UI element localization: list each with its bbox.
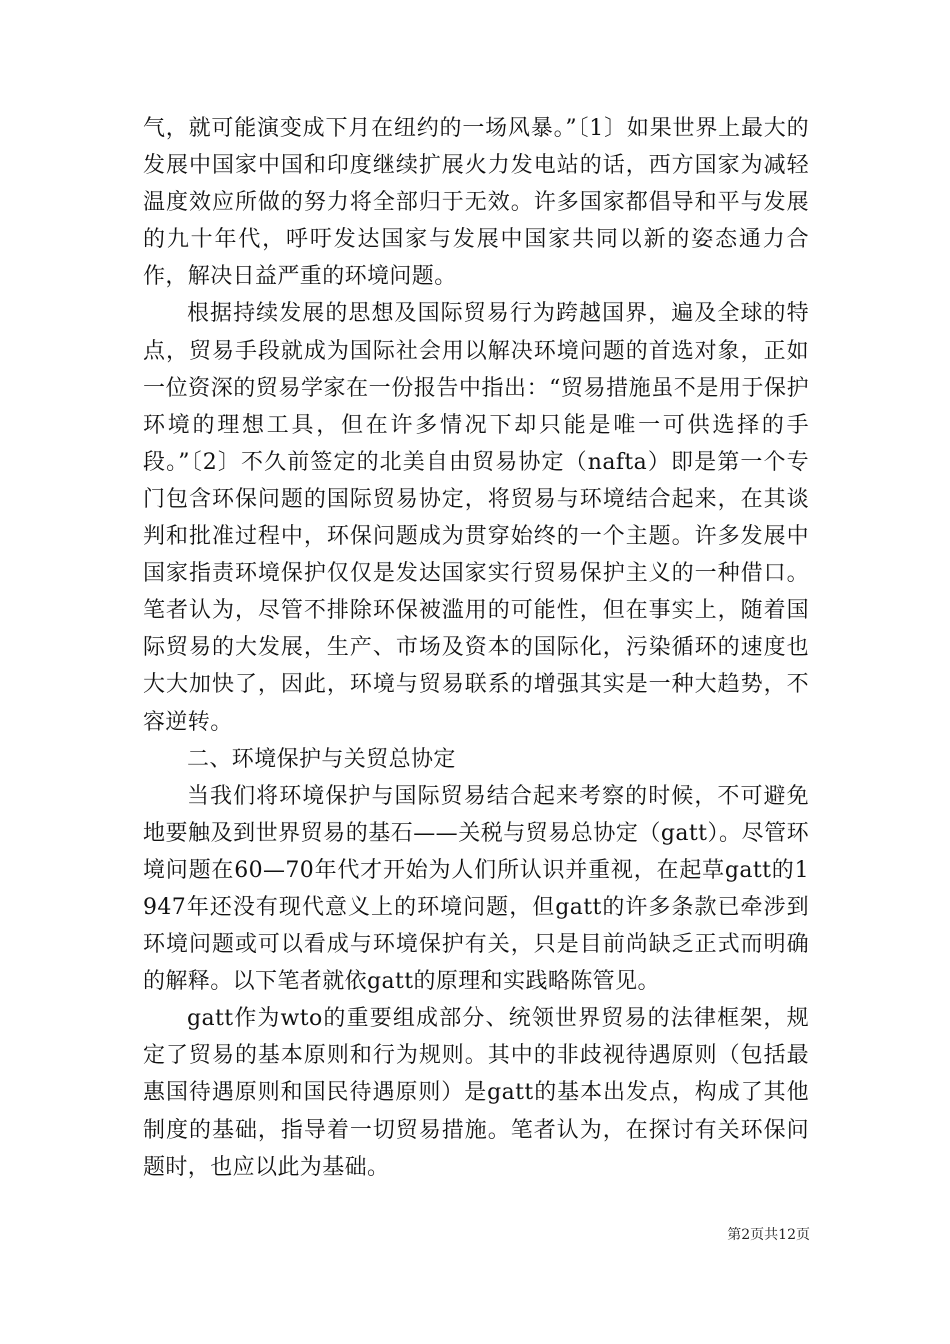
document-body [143,110,809,1186]
paragraph-4: gatt作为wto的重要组成部分、统领世界贸易的法律框架，规定了贸易的基本原则和行为规则。其中的非歧视待遇原则（包括最惠国待遇原则和国民待遇原则）是gatt的基本出发点，构成了其他制度的基础，指导着一切贸易措施。笔者认为，在探讨有关环保问题时，也应以此为基础。 [143,1006,809,1180]
paragraph-3: 当我们将环境保护与国际贸易结合起来考察的时候，不可避免地要触及到世界贸易的基石——关税与贸易总协定（gatt）。尽管环境问题在60—70年代才开始为人们所认识并重视，在起草gatt的1947年还没有现代意义上的环境问题，但gatt的许多条款已牵涉到环境问题或可以看成与环境保护有关，只是目前尚缺乏正式而明确的解释。以下笔者就依gatt的原理和实践略陈管见。 [143,783,809,995]
section-heading: 二、环境保护与关贸总协定 [187,746,456,772]
paragraph-2: 根据持续发展的思想及国际贸易行为跨越国界，遍及全球的特点，贸易手段就成为国际社会用以解决环境问题的首选对象，正如一位资深的贸易学家在一份报告中指出：“贸易措施虽不是用于保护环境的理想工具，但在许多情况下却只能是唯一可供选择的手段。”〔2〕不久前签定的北美自由贸易协定（nafta）即是第一个专门包含环保问题的国际贸易协定，将贸易与环境结合起来，在其谈判和批准过程中，环保问题成为贯穿始终的一个主题。许多发展中国家指责环境保护仅仅是发达国家实行贸易保护主义的一种借口。笔者认为，尽管不排除环保被滥用的可能性，但在事实上，随着国际贸易的大发展，生产、市场及资本的国际化，污染循环的速度也大大加快了，因此，环境与贸易联系的增强其实是一种大趋势，不容逆转。 [143,301,809,735]
page-number-footer: 第2页共12页 [727,1227,810,1243]
paragraph-1: 气，就可能演变成下月在纽约的一场风暴。”〔1〕如果世界上最大的发展中国家中国和印度继续扩展火力发电站的话，西方国家为减轻温度效应所做的努力将全部归于无效。许多国家都倡导和平与发展的九十年代，呼吁发达国家与发展中国家共同以新的姿态通力合作，解决日益严重的环境问题。 [143,116,809,290]
